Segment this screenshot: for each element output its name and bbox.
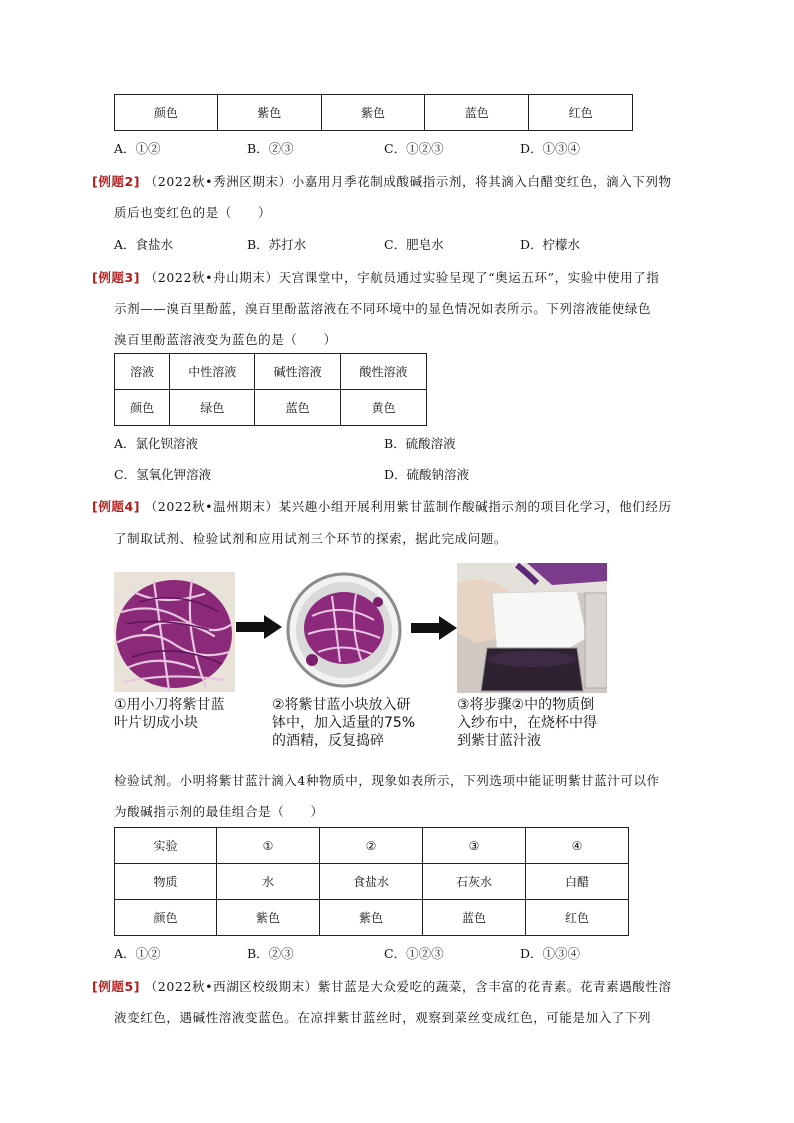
ex4-option-c: C．①②③ bbox=[384, 946, 444, 961]
table-cell: ③ bbox=[422, 828, 525, 864]
table-cell: 紫色 bbox=[217, 95, 321, 131]
table-cell: 红色 bbox=[529, 95, 633, 131]
caption-line: ①用小刀将紫甘蓝 bbox=[114, 697, 225, 713]
table-cell: 颜色 bbox=[115, 95, 218, 131]
ex3-line2: 示剂——溴百里酚蓝，溴百里酚蓝溶液在不同环境中的显色情况如表所示。下列溶液能使绿色 bbox=[114, 301, 652, 316]
ex4-tag: [例题4] bbox=[92, 499, 141, 514]
table-cell: 紫色 bbox=[321, 95, 425, 131]
cabbage-test-table bbox=[114, 827, 629, 936]
filter-beaker-photo bbox=[457, 563, 607, 693]
ex4-line2: 了制取试剂、检验试剂和应用试剂三个环节的探索，据此完成问题。 bbox=[114, 531, 508, 546]
step3-caption bbox=[457, 696, 597, 750]
caption-line: 钵中，加入适量的75% bbox=[272, 715, 416, 731]
option-d: D．①③④ bbox=[520, 141, 581, 156]
table-cell: ① bbox=[217, 828, 320, 864]
ex2-option-d: D．柠檬水 bbox=[520, 237, 581, 252]
table-cell: 颜色 bbox=[115, 390, 170, 426]
ex2-option-c: C．肥皂水 bbox=[384, 237, 444, 252]
table-cell: 颜色 bbox=[115, 900, 217, 936]
ex3-line1 bbox=[92, 268, 659, 286]
table-cell: ② bbox=[319, 828, 422, 864]
caption-line: 到紫甘蓝汁液 bbox=[457, 733, 541, 749]
ex4-line4: 为酸碱指示剂的最佳组合是（ ） bbox=[114, 804, 324, 819]
caption-line: 叶片切成小块 bbox=[114, 715, 198, 731]
caption-line: 的酒精，反复捣碎 bbox=[272, 733, 384, 749]
ex4-option-a: A．①② bbox=[114, 946, 161, 961]
ex5-tag: [例题5] bbox=[92, 979, 141, 994]
arrow-right-icon bbox=[236, 615, 282, 639]
ex3-option-d: D．硫酸钠溶液 bbox=[384, 467, 470, 482]
table-cell: 碱性溶液 bbox=[255, 354, 341, 390]
ex3-tag: [例题3] bbox=[92, 270, 141, 285]
ex2-tag: [例题2] bbox=[92, 174, 141, 189]
table-cell: 中性溶液 bbox=[170, 354, 255, 390]
table-cell: 蓝色 bbox=[422, 900, 525, 936]
ex5-text1: （2022秋•西湖区校级期末）紫甘蓝是大众爱吃的蔬菜，含丰富的花青素。花青素遇酸性溶 bbox=[144, 979, 672, 994]
table-cell: 食盐水 bbox=[319, 864, 422, 900]
arrow-right-icon bbox=[411, 616, 457, 640]
cabbage-chopped-photo bbox=[114, 572, 235, 692]
table-cell: ④ bbox=[525, 828, 628, 864]
table-cell: 绿色 bbox=[170, 390, 255, 426]
table-cell: 紫色 bbox=[217, 900, 320, 936]
ex2-text1: （2022秋•秀洲区期末）小嘉用月季花制成酸碱指示剂，将其滴入白醋变红色，滴入下列物 bbox=[144, 174, 672, 189]
ex4-option-b: B．②③ bbox=[247, 946, 294, 961]
table-cell: 蓝色 bbox=[425, 95, 529, 131]
ex2-option-a: A．食盐水 bbox=[114, 237, 174, 252]
ex5-line2: 液变红色，遇碱性溶液变蓝色。在凉拌紫甘蓝丝时，观察到菜丝变成红色，可能是加入了下列 bbox=[114, 1010, 652, 1025]
ex4-line1 bbox=[92, 497, 672, 515]
caption-line: ②将紫甘蓝小块放入研 bbox=[272, 697, 411, 713]
table-cell: 物质 bbox=[115, 864, 217, 900]
indicator-table bbox=[114, 353, 427, 426]
table-cell: 蓝色 bbox=[255, 390, 341, 426]
caption-line: ③将步骤②中的物质倒 bbox=[457, 697, 595, 713]
table-cell: 溶液 bbox=[115, 354, 170, 390]
table-cell: 紫色 bbox=[319, 900, 422, 936]
ex3-option-b: B．硫酸溶液 bbox=[384, 436, 456, 451]
table-cell: 酸性溶液 bbox=[341, 354, 427, 390]
ex4-option-d: D．①③④ bbox=[520, 946, 581, 961]
option-b: B．②③ bbox=[247, 141, 294, 156]
table-cell: 石灰水 bbox=[422, 864, 525, 900]
option-a: A．①② bbox=[114, 141, 161, 156]
cabbage-mortar-photo bbox=[282, 572, 409, 692]
table-cell: 白醋 bbox=[525, 864, 628, 900]
ex3-option-c: C．氢氧化钾溶液 bbox=[114, 467, 212, 482]
table-cell: 红色 bbox=[525, 900, 628, 936]
ex4-line3: 检验试剂。小明将紫甘蓝汁滴入4种物质中，现象如表所示，下列选项中能证明紫甘蓝汁可以作 bbox=[114, 773, 660, 788]
table-cell: 实验 bbox=[115, 828, 217, 864]
step2-caption bbox=[272, 696, 415, 750]
ex3-line3: 溴百里酚蓝溶液变为蓝色的是（ ） bbox=[114, 332, 337, 347]
top-color-table bbox=[114, 94, 633, 131]
ex3-text1: （2022秋•舟山期末）天宫课堂中，宇航员通过实验呈现了“奥运五环”，实验中使用了指 bbox=[144, 270, 660, 285]
ex2-line1 bbox=[92, 172, 672, 190]
table-cell: 水 bbox=[217, 864, 320, 900]
ex2-line2: 质后也变红色的是（ ） bbox=[114, 205, 272, 220]
ex3-option-a: A．氯化钡溶液 bbox=[114, 436, 199, 451]
caption-line: 入纱布中，在烧杯中得 bbox=[457, 715, 597, 731]
option-c: C．①②③ bbox=[384, 141, 444, 156]
ex5-line1 bbox=[92, 977, 672, 995]
ex2-option-b: B．苏打水 bbox=[247, 237, 307, 252]
table-cell: 黄色 bbox=[341, 390, 427, 426]
step1-caption bbox=[114, 696, 225, 732]
ex4-text1: （2022秋•温州期末）某兴趣小组开展利用紫甘蓝制作酸碱指示剂的项目化学习，他们经历 bbox=[144, 499, 672, 514]
